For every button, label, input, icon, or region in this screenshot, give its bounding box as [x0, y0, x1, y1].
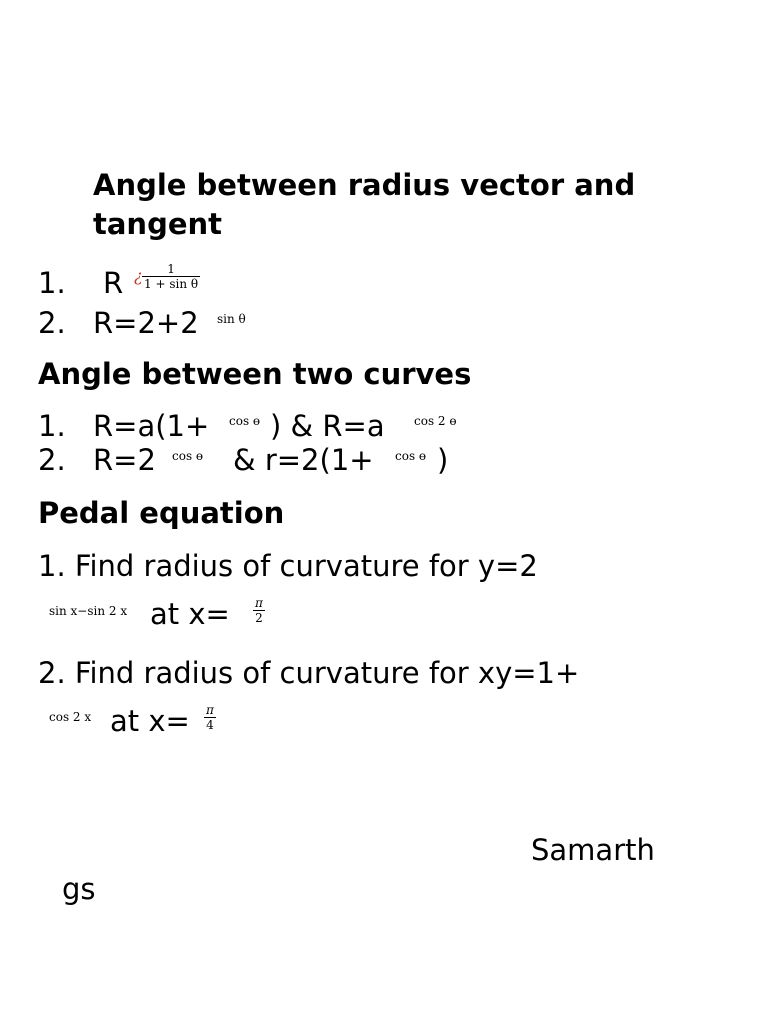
heading-pedal-equation: Pedal equation — [38, 496, 285, 530]
fraction-denominator: 1 + sin θ — [144, 277, 199, 291]
question-2-at: at x= — [110, 704, 190, 738]
fraction — [253, 596, 265, 625]
list-number: 2. — [38, 443, 66, 477]
exponent: sin θ — [217, 312, 246, 326]
signature-line1: Samarth — [531, 833, 655, 867]
curve-2-text-b: & r=2(1+ — [233, 443, 374, 477]
fraction-numerator: π — [206, 703, 214, 717]
signature-line2: gs — [62, 872, 96, 906]
curve-1-text-b: ) & R=a — [270, 409, 385, 443]
exponent: cos 2 x — [49, 710, 92, 724]
heading-radius-vector-line2: tangent — [93, 207, 223, 241]
fraction-numerator: 1 — [167, 262, 175, 276]
list-number: 1. — [38, 409, 66, 443]
question-2-text: 2. Find radius of curvature for xy=1+ — [38, 656, 580, 690]
equation-2-text: R=2+2 — [93, 306, 199, 340]
unknown-glyph: ¿ — [134, 266, 143, 285]
exponent: cos 2 ɵ — [414, 414, 457, 428]
fraction — [142, 262, 200, 291]
fraction-denominator: 4 — [204, 717, 216, 732]
exponent: cos ɵ — [395, 449, 427, 463]
exponent: sin x−sin 2 x — [49, 604, 128, 618]
curve-2-text-a: R=2 — [93, 443, 156, 477]
heading-radius-vector-line1: Angle between radius vector and — [93, 168, 636, 202]
fraction — [204, 703, 216, 732]
question-1-text: 1. Find radius of curvature for y=2 — [38, 549, 538, 583]
curve-2-text-c: ) — [437, 443, 449, 477]
fraction-numerator: π — [255, 596, 263, 610]
equation-1-text: R — [103, 266, 124, 300]
question-1-at: at x= — [150, 597, 230, 631]
exponent: cos ɵ — [172, 449, 204, 463]
fraction-denominator: 2 — [253, 610, 265, 625]
list-number: 1. — [38, 266, 66, 300]
heading-two-curves: Angle between two curves — [38, 357, 472, 391]
curve-1-text-a: R=a(1+ — [93, 409, 210, 443]
list-number: 2. — [38, 306, 66, 340]
exponent: cos ɵ — [229, 414, 261, 428]
